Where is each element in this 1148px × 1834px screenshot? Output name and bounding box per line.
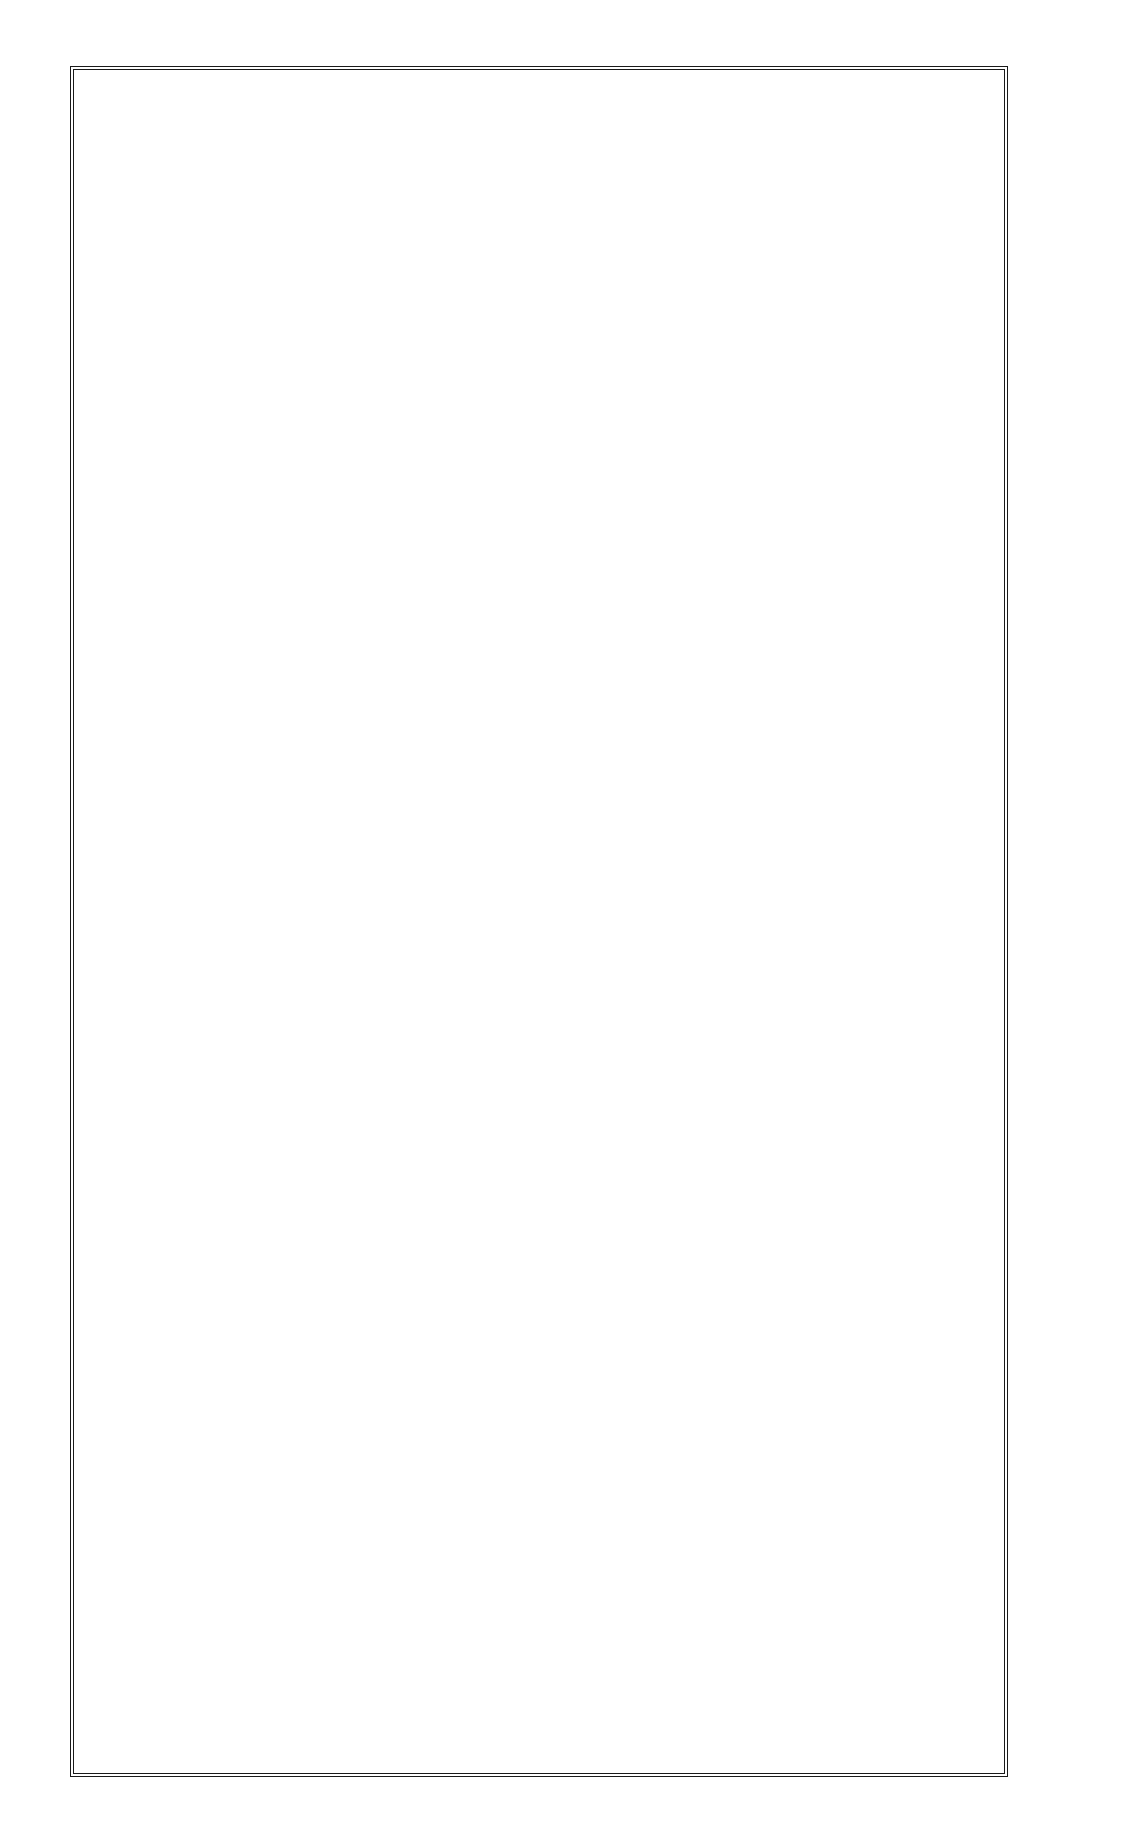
table-frame: [70, 66, 1008, 1777]
